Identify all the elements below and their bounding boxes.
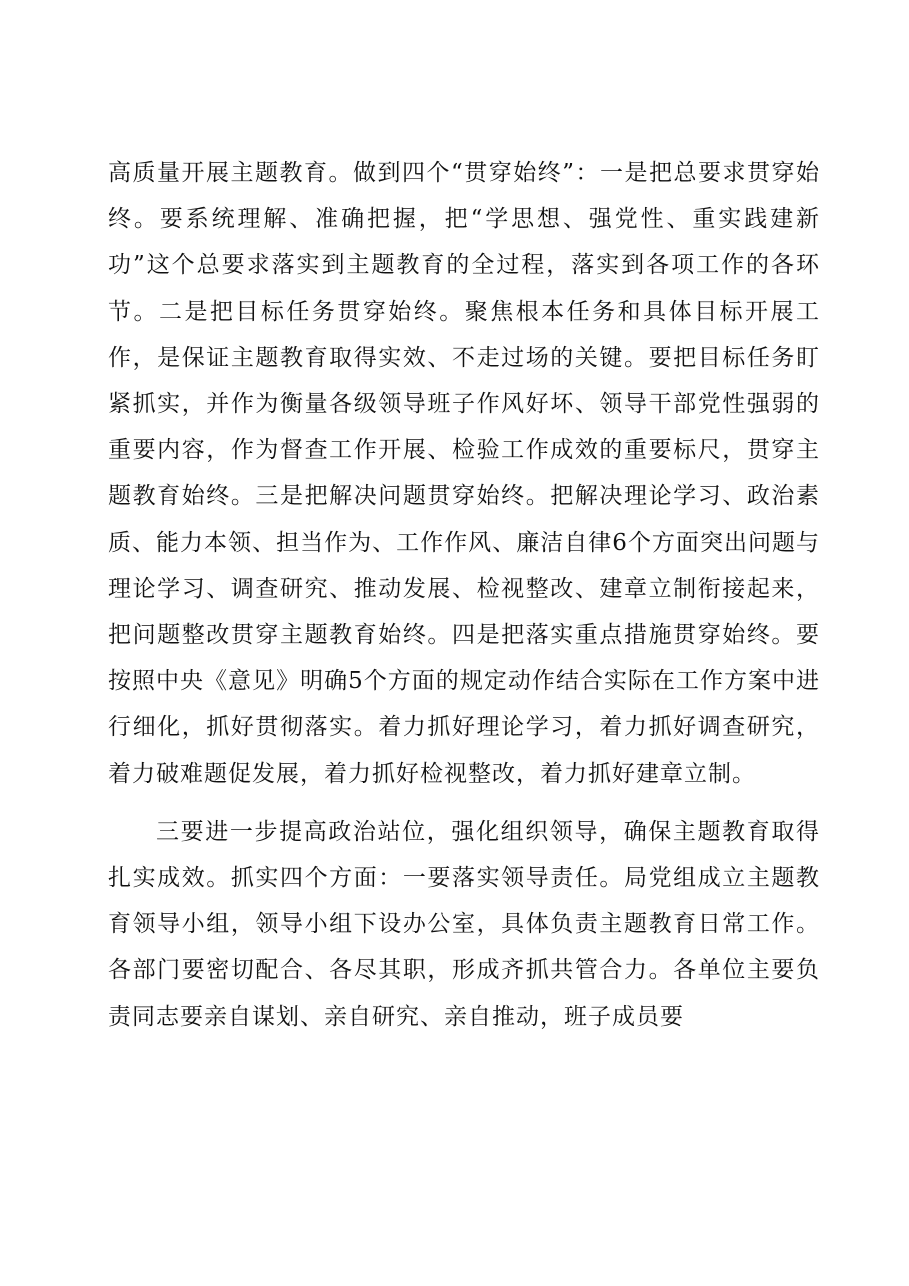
paragraph-1: 高质量开展主题教育。做到四个“贯穿始终”：一是把总要求贯穿始终。要系统理解、准确把握，把“学思想、强党性、重实践建新功”这个总要求落实到主题教育的全过程，落实到各项工作的各环节。二是把目标任务贯穿始终。聚焦根本任务和具体目标开展工作，是保证主题教育取得实效、不走过场的关键。要把目标任务盯紧抓实，并作为衡量各级领导班子作风好坏、领导干部党性强弱的重要内容，作为督查工作开展、检验工作成效的重要标尺，贯穿主题教育始终。三是把解决问题贯穿始终。把解决理论学习、政治素质、能力本领、担当作为、工作作风、廉洁自律6个方面突出问题与理论学习、调查研究、推动发展、检视整改、建章立制衔接起来，把问题整改贯穿主题教育始终。四是把落实重点措施贯穿始终。要按照中央《意见》明确5个方面的规定动作结合实际在工作方案中进行细化，抓好贯彻落实。着力抓好理论学习，着力抓好调查研究，着力破难题促发展，着力抓好检视整改，着力抓好建章立制。 <box>108 160 820 787</box>
document-body <box>108 150 820 1040</box>
paragraph-2: 三要进一步提高政治站位，强化组织领导，确保主题教育取得扎实成效。抓实四个方面：一要落实领导责任。局党组成立主题教育领导小组，领导小组下设办公室，具体负责主题教育日常工作。各部门要密切配合、各尽其职，形成齐抓共管合力。各单位主要负责同志要亲自谋划、亲自研究、亲自推动，班子成员要 <box>108 818 820 1030</box>
